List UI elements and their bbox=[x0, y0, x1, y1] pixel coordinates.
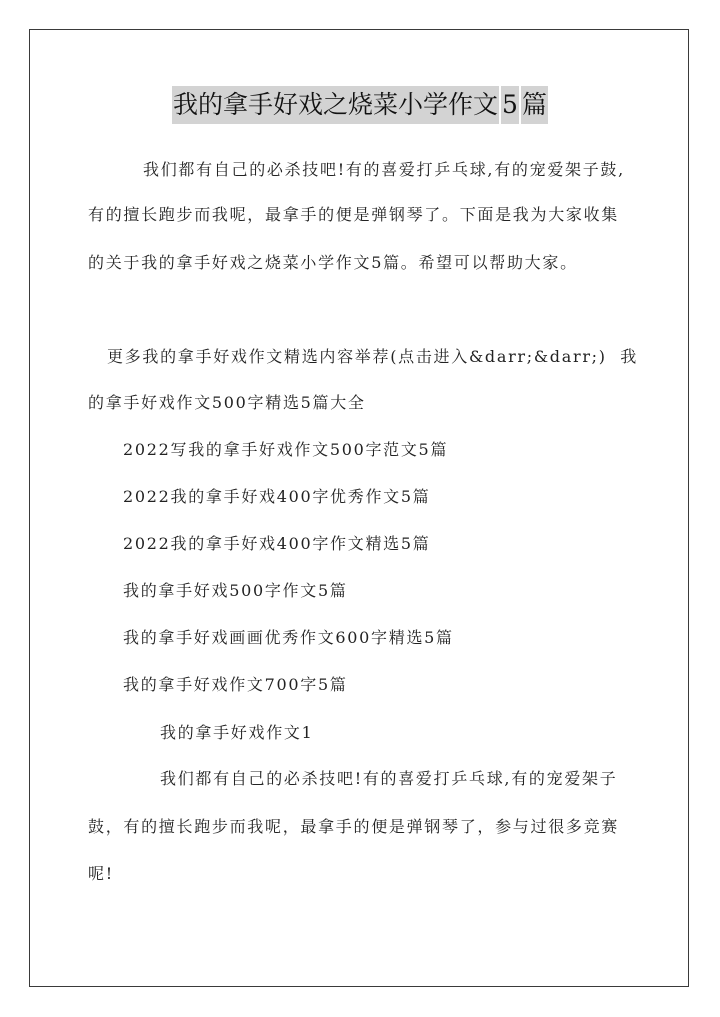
essay-line: 我们都有自己的必杀技吧!有的喜爱打乒乓球,有的宠爱架子 bbox=[160, 769, 618, 788]
essay-heading: 我的拿手好戏作文1 bbox=[160, 723, 314, 742]
related-article-link: 我的拿手好戏画画优秀作文600字精选5篇 bbox=[123, 628, 454, 647]
document-title bbox=[0, 86, 720, 124]
title-text: 我的拿手好戏之烧菜小学作文 bbox=[172, 86, 499, 124]
related-article-link: 2022写我的拿手好戏作文500字范文5篇 bbox=[123, 440, 449, 459]
recommend-line: 更多我的拿手好戏作文精选内容举荐(点击进入&darr;&darr;) 我 bbox=[107, 347, 638, 366]
recommend-line: 的拿手好戏作文500字精选5篇大全 bbox=[88, 393, 366, 412]
related-article-link: 我的拿手好戏500字作文5篇 bbox=[123, 581, 348, 600]
essay-line: 鼓，有的擅长跑步而我呢，最拿手的便是弹钢琴了，参与过很多竞赛 bbox=[88, 817, 620, 836]
related-article-link: 2022我的拿手好戏400字优秀作文5篇 bbox=[123, 487, 431, 506]
intro-line: 有的擅长跑步而我呢，最拿手的便是弹钢琴了。下面是我为大家收集 bbox=[88, 205, 620, 224]
title-suffix: 篇 bbox=[521, 86, 548, 124]
related-article-link: 2022我的拿手好戏400字作文精选5篇 bbox=[123, 534, 431, 553]
essay-line: 呢! bbox=[88, 864, 114, 883]
intro-line: 我们都有自己的必杀技吧!有的喜爱打乒乓球,有的宠爱架子鼓, bbox=[143, 160, 625, 179]
title-number: 5 bbox=[501, 86, 519, 124]
related-article-link: 我的拿手好戏作文700字5篇 bbox=[123, 675, 348, 694]
intro-line: 的关于我的拿手好戏之烧菜小学作文5篇。希望可以帮助大家。 bbox=[88, 253, 578, 272]
